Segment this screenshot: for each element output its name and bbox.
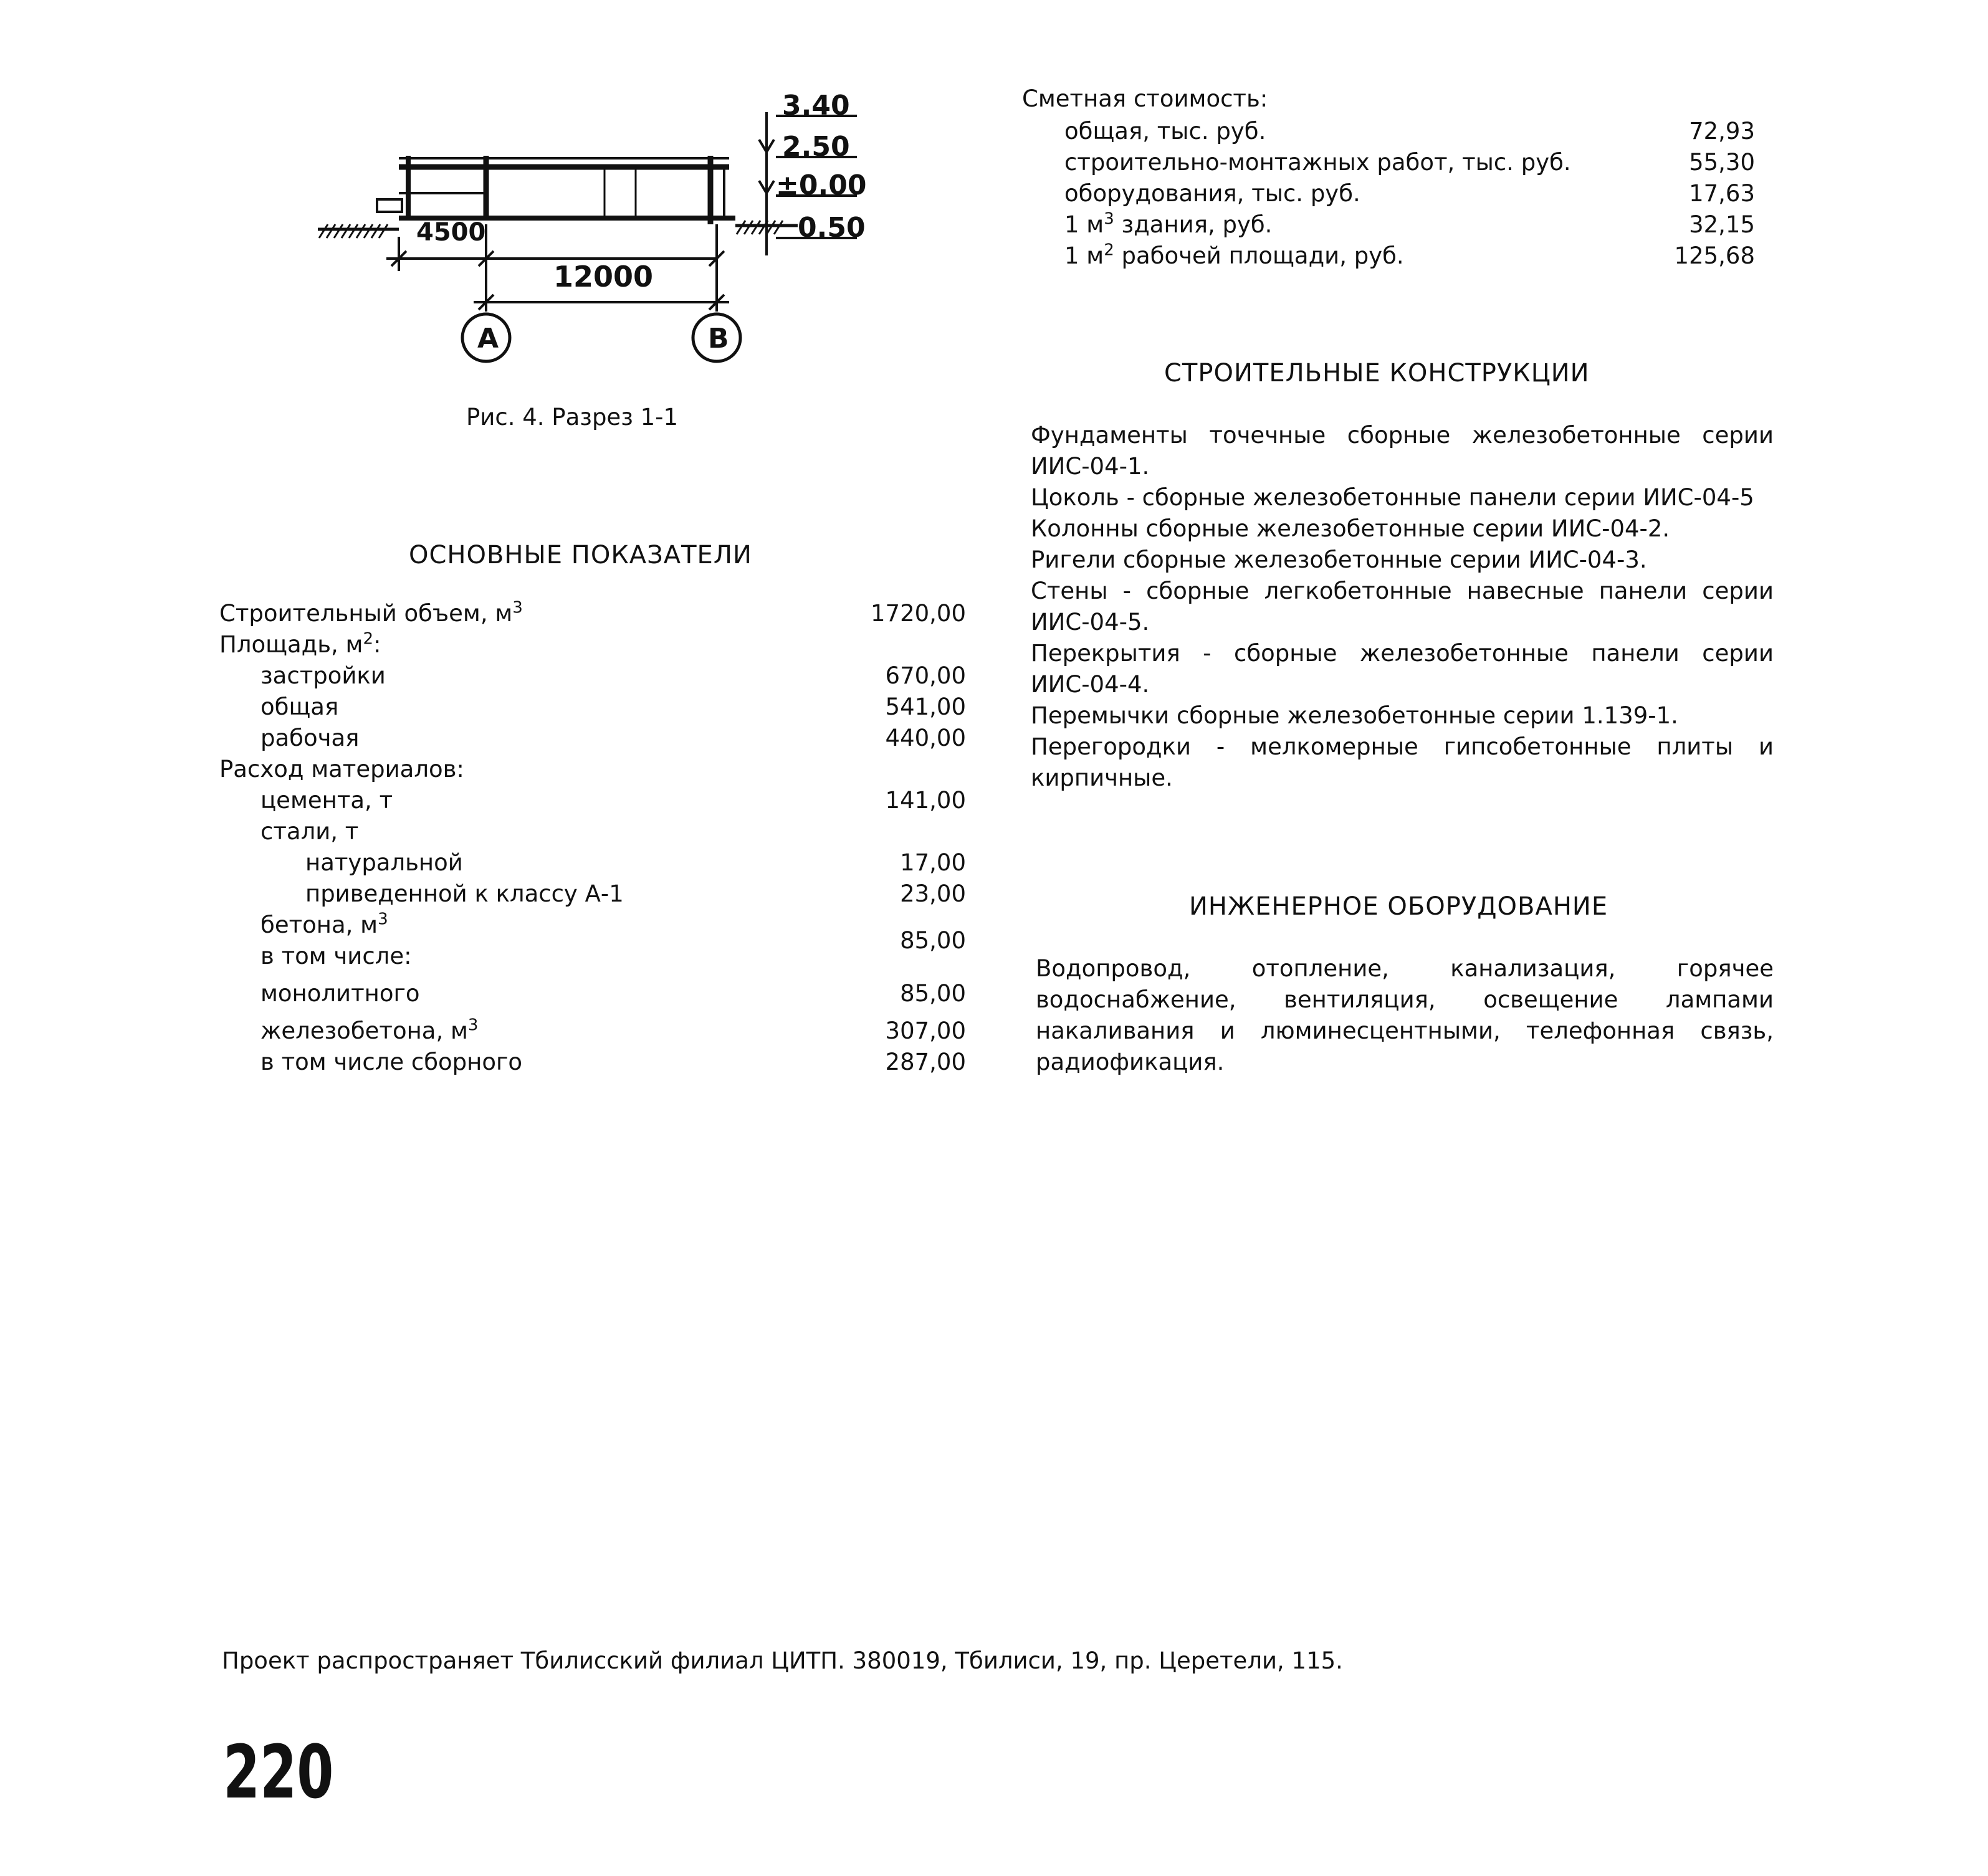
- table-row: железобетона, $м^3$ 307,00: [260, 1016, 966, 1044]
- cost-table: [1064, 116, 1755, 278]
- table-row: оборудования, тыс. руб. 17,63: [1064, 180, 1755, 207]
- indicators-table: [219, 598, 966, 1097]
- elevation-4: 0.50: [798, 212, 866, 244]
- list-item: Стены - сборные легкобетонные навесные панели серии ИИС-04-5.: [1031, 578, 1774, 636]
- engineering-text: Водопровод, отопление, канализация, горячее водоснабжение, вентиляция, освещение лампами накаливания и люминесцентными, телефонная связь, радиофикация.: [1036, 955, 1774, 1075]
- axis-label-a: A: [477, 323, 499, 355]
- section-drawing: [305, 93, 879, 368]
- list-item: Перегородки - мелкомерные гипсобетонные плиты и кирпичные.: [1031, 733, 1774, 791]
- table-row: натуральной 17,00: [305, 849, 966, 876]
- table-row: общая 541,00: [260, 693, 966, 720]
- elevation-2: 2.50: [782, 131, 850, 163]
- table-row: стали, т: [260, 818, 359, 845]
- table-row: монолитного 85,00: [260, 980, 966, 1007]
- figure-caption: Рис. 4. Разрез 1-1: [466, 404, 679, 431]
- table-row: Строительный объем, $м^3$ 1720,00: [219, 598, 966, 627]
- dimension-12000: 12000: [553, 260, 654, 293]
- table-row: 1 $м^2$ рабочей площади, руб. 125,68: [1064, 240, 1755, 269]
- table-row: в том числе: 85,00: [260, 927, 966, 969]
- publisher-note: Проект распространяет Тбилисский филиал ЦИТП. 380019, Тбилиси, 19, пр. Церетели, 115.: [222, 1647, 1343, 1674]
- list-item: Перекрытия - сборные железобетонные панели серии ИИС-04-4.: [1031, 640, 1774, 698]
- constructions-list: [1031, 420, 1774, 794]
- axis-label-b: B: [708, 323, 729, 355]
- table-row: приведенной к классу А-1 23,00: [305, 880, 966, 907]
- table-row: цемента, т 141,00: [260, 787, 966, 814]
- table-row: общая, тыс. руб. 72,93: [1064, 118, 1755, 145]
- list-item: Цоколь - сборные железобетонные панели серии ИИС-04-5: [1031, 484, 1754, 511]
- table-row: застройки 670,00: [260, 662, 966, 689]
- table-row: в том числе сборного 287,00: [260, 1049, 966, 1075]
- constructions-heading: СТРОИТЕЛЬНЫЕ КОНСТРУКЦИИ: [1164, 359, 1590, 388]
- table-row: Расход материалов:: [219, 756, 464, 783]
- table-row: рабочая 440,00: [260, 725, 966, 751]
- table-row: Площадь, $м^2$:: [219, 629, 381, 658]
- list-item: Перемычки сборные железобетонные серии 1.139-1.: [1031, 702, 1678, 729]
- page-number: 220: [223, 1729, 334, 1815]
- list-item: Колонны сборные железобетонные серии ИИС-04-2.: [1031, 515, 1670, 542]
- elevation-3: ±0.00: [776, 169, 867, 201]
- table-row: бетона, $м^3$: [260, 910, 388, 938]
- table-row: 1 $м^3$ здания, руб. 32,15: [1064, 209, 1755, 238]
- cost-heading: Сметная стоимость:: [1022, 85, 1268, 112]
- list-item: Фундаменты точечные сборные железобетонные серии ИИС-04-1.: [1031, 422, 1774, 480]
- table-row: строительно-монтажных работ, тыс. руб. 55,30: [1064, 149, 1755, 176]
- indicators-heading: ОСНОВНЫЕ ПОКАЗАТЕЛИ: [409, 541, 752, 569]
- dimension-4500: 4500: [416, 218, 486, 247]
- engineering-heading: ИНЖЕНЕРНОЕ ОБОРУДОВАНИЕ: [1189, 892, 1608, 921]
- list-item: Ригели сборные железобетонные серии ИИС-04-3.: [1031, 546, 1647, 573]
- elevation-1: 3.40: [782, 93, 850, 121]
